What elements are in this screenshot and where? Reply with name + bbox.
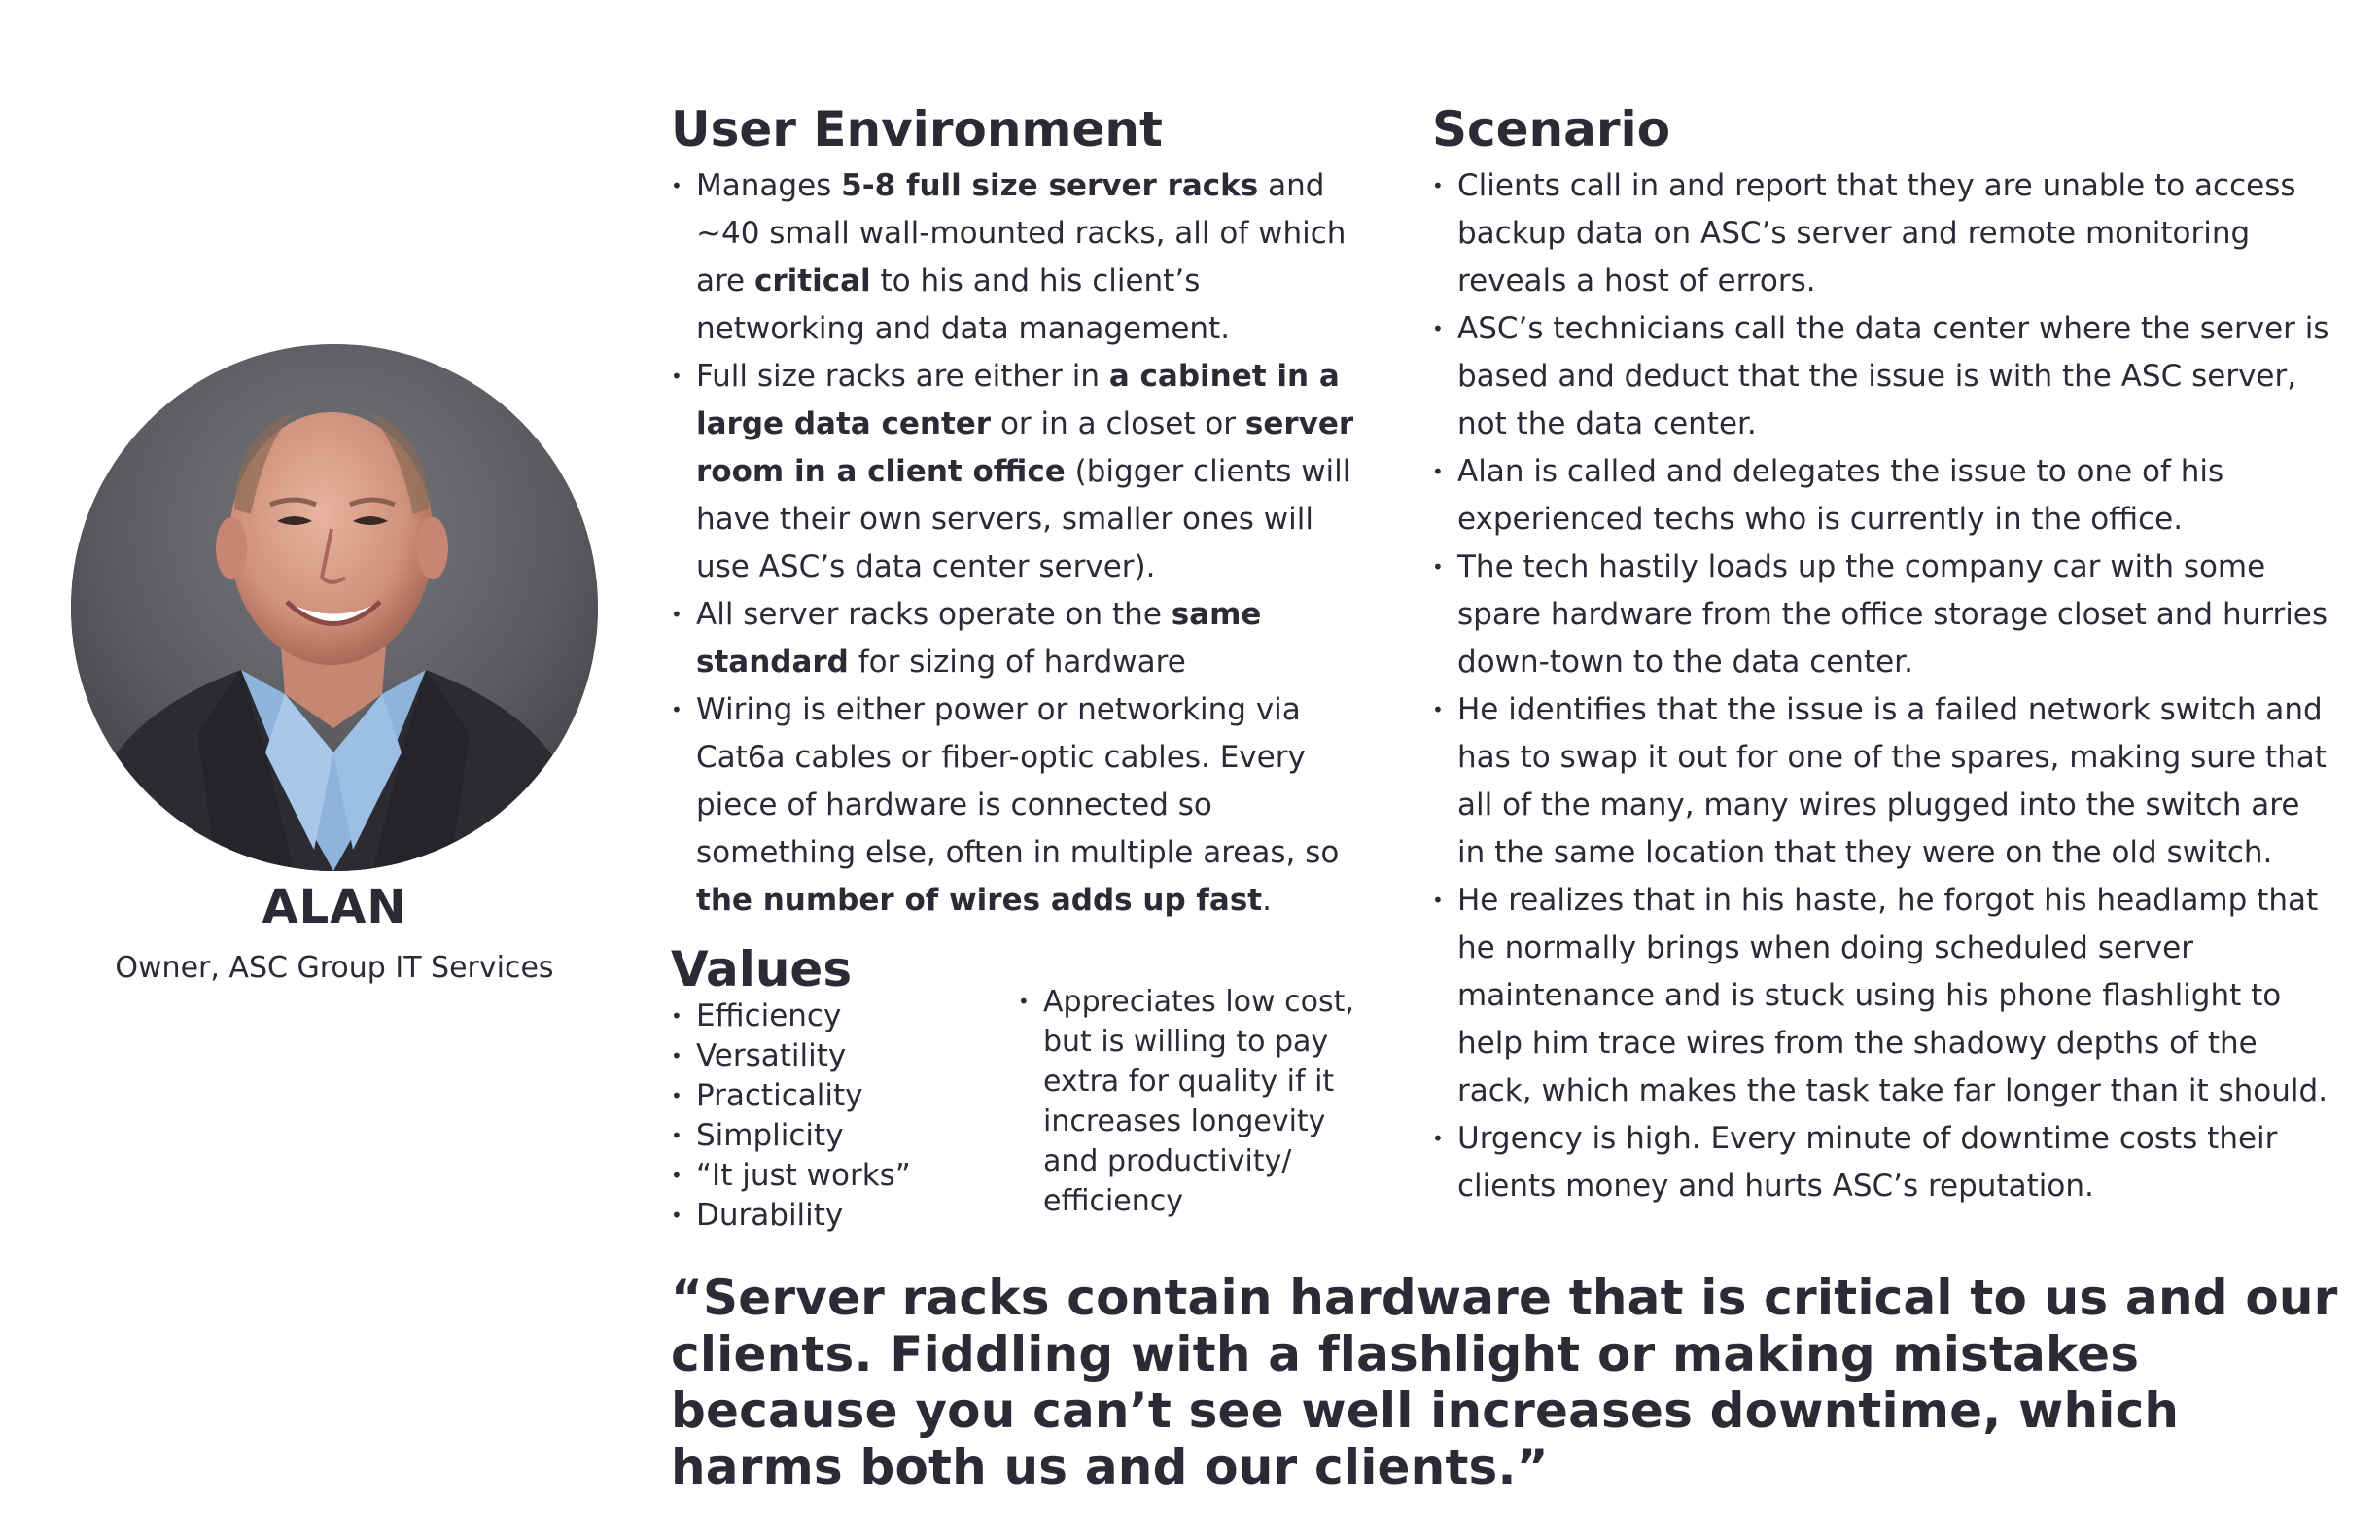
value-item: • Efficiency bbox=[671, 997, 962, 1036]
scenario-item: • Clients call in and report that they are unable to access backup data on ASC’s server and remote monitoring reveals a host of errors. bbox=[1432, 162, 2336, 305]
environment-item bbox=[671, 162, 1371, 353]
environment-item-text: or in a closet or bbox=[991, 406, 1245, 441]
environment-item-text: . bbox=[1262, 883, 1272, 918]
scenario-heading: Scenario bbox=[1432, 101, 1671, 158]
value-item: • “It just works” bbox=[671, 1156, 962, 1196]
value-item: • Versatility bbox=[671, 1036, 962, 1076]
environment-item-emphasis: critical bbox=[754, 263, 871, 298]
environment-item-text: Wiring is either power or networking via Cat6a cables or fiber-optic cables. Every piece of hardware is connected so something else, often in multiple areas, so bbox=[696, 692, 1340, 870]
user-environment-list bbox=[671, 162, 1371, 925]
environment-item-text: for sizing of hardware bbox=[848, 645, 1186, 680]
environment-item-emphasis: server room in a client office bbox=[696, 406, 1354, 489]
environment-item bbox=[671, 686, 1371, 925]
scenario-item: • ASC’s technicians call the data center where the server is based and deduct that the issue is with the ASC server, not the data center. bbox=[1432, 305, 2336, 448]
environment-item-text: and ~40 small wall-mounted racks, all of which are bbox=[696, 168, 1347, 298]
environment-item-text: Manages bbox=[696, 168, 842, 203]
environment-item-text: All server racks operate on the bbox=[696, 597, 1172, 632]
scenario-item: • He realizes that in his haste, he forgot his headlamp that he normally brings when doing scheduled server maintenance and is stuck using his phone flashlight to help him trace wires from the shadowy depths of the rack, which makes the task take far longer than it should. bbox=[1432, 877, 2336, 1115]
environment-item bbox=[671, 353, 1371, 591]
values-list bbox=[671, 997, 962, 1236]
user-environment-heading: User Environment bbox=[671, 101, 1163, 158]
portrait-photo-icon bbox=[71, 344, 598, 871]
persona-photo bbox=[71, 344, 598, 871]
values-heading: Values bbox=[671, 941, 853, 998]
persona-name: ALAN bbox=[262, 880, 407, 934]
environment-item bbox=[671, 591, 1371, 686]
persona-role: Owner, ASC Group IT Services bbox=[115, 951, 554, 985]
scenario-item: • He identifies that the issue is a failed network switch and has to swap it out for one of the spares, making sure that all of the many, many wires plugged into the switch are in the same location that they were on the old switch. bbox=[1432, 686, 2336, 877]
environment-item-emphasis: the number of wires adds up fast bbox=[696, 883, 1263, 918]
value-item: • Practicality bbox=[671, 1076, 962, 1116]
environment-item-emphasis: a cabinet in a large data center bbox=[696, 359, 1340, 441]
environment-item-text: to his and his client’s networking and data management. bbox=[696, 263, 1231, 346]
scenario-item: • Urgency is high. Every minute of downtime costs their clients money and hurts ASC’s reputation. bbox=[1432, 1115, 2336, 1210]
value-item: • Durability bbox=[671, 1196, 962, 1236]
scenario-list bbox=[1432, 162, 2336, 1210]
value-item: • Simplicity bbox=[671, 1116, 962, 1156]
scenario-item: • Alan is called and delegates the issue to one of his experienced techs who is currently in the office. bbox=[1432, 448, 2336, 543]
values-note-list bbox=[1018, 982, 1378, 1221]
environment-item-emphasis: 5-8 full size server racks bbox=[841, 168, 1259, 203]
values-note: • Appreciates low cost, but is willing to pay extra for quality if it increases longevity and productivity/ efficiency bbox=[1018, 982, 1378, 1221]
persona-quote: “Server racks contain hardware that is critical to us and our clients. Fiddling with a flashlight or making mistakes because you can’t see well increases downtime, which harms both us and our clients.” bbox=[671, 1270, 2338, 1495]
environment-item-emphasis: same standard bbox=[696, 597, 1262, 680]
environment-item-text: Full size racks are either in bbox=[696, 359, 1109, 394]
environment-item-text: (bigger clients will have their own servers, smaller ones will use ASC’s data center server). bbox=[696, 454, 1351, 584]
scenario-item: • The tech hastily loads up the company car with some spare hardware from the office storage closet and hurries down-town to the data center. bbox=[1432, 543, 2336, 686]
